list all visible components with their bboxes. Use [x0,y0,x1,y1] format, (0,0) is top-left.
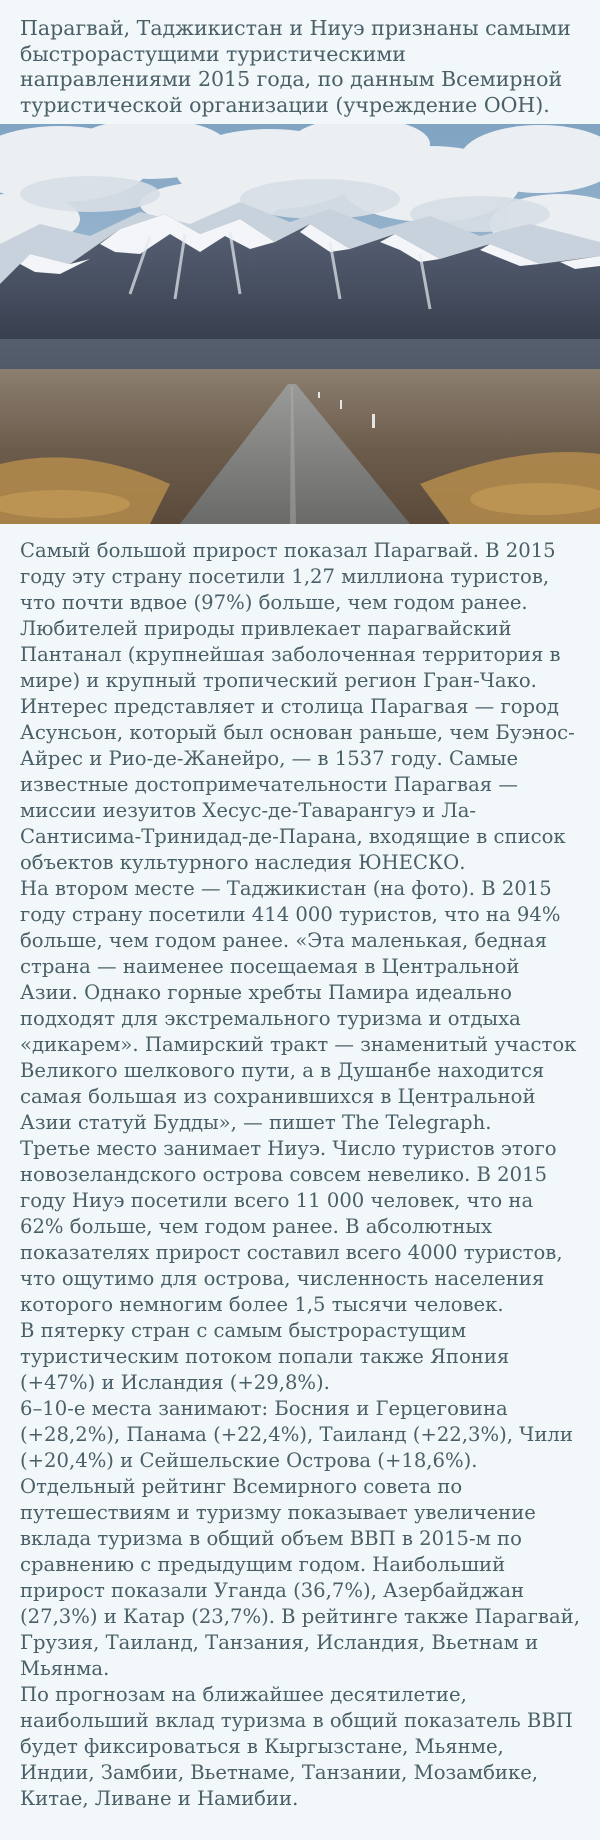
paragraph-gdp-rating: Отдельный рейтинг Всемирного совета по путешествиям и туризму показывает увеличение вклада туризма в общий объем ВВП в 2015-м по сравнению с предыдущим годом. Наибольший прирост показали Уганда (36,7%), Азербайджан (27,3%) и Катар (23,7%). В рейтинге также Парагвай, Грузия, Таиланд, Танзания, Исландия, Вьетнам и Мьянма. [20,1475,580,1680]
paragraph-paraguay: Самый большой прирост показал Парагвай. В 2015 году эту страну посетили 1,27 миллиона туристов, что почти вдвое (97%) больше, чем годом ранее. Любителей природы привлекает парагвайский Пантанал (крупнейшая заболоченная территория в мире) и крупный тропический регион Гран-Чако. Интерес представляет и столица Парагвая — город Асунсьон, который был основан раньше, чем Буэнос-Айрес и Рио-де-Жанейро, — в 1537 году. Самые известные достопримечательности Парагвая — миссии иезуитов Хесус-де-Таварангуэ и Ла-Сантисима-Тринидад-де-Парана, входящие в список объектов культурного наследия ЮНЕСКО. [20,539,575,874]
paragraph-tajikistan: На втором месте — Таджикистан (на фото). В 2015 году страну посетили 414 000 туристов, что на 94% больше, чем годом ранее. «Эта маленькая, бедная страна — наименее посещаемая в Центральной Азии. Однако горные хребты Памира идеально подходят для экстремального туризма и отдыха «дикарем». Памирский тракт — знаменитый участок Великого шелкового пути, а в Душанбе находится самая большая из сохранившихся в Центральной Азии статуй Будды», — пишет The Telegraph. [20,877,577,1134]
paragraph-niue: Третье место занимает Ниуэ. Число туристов этого новозеландского острова совсем невелико. В 2015 году Ниуэ посетили всего 11 000 человек, что на 62% больше, чем годом ранее. В абсолютных показателях прирост составил всего 4000 туристов, что ощутимо для острова, численность населения которого немногим более 1,5 тысячи человек. [20,1137,563,1316]
article-lead: Парагвай, Таджикистан и Ниуэ признаны самыми быстрорастущими туристическими направлениями 2015 года, по данным Всемирной туристической организации (учреждение ООН). [20,16,571,117]
article-body [0,524,600,1812]
paragraph-top-five: В пятерку стран с самым быстрорастущим туристическим потоком попали также Япония (+47%) и Исландия (+29,8%). [20,1319,510,1394]
mountain-road-photo [0,124,600,524]
paragraph-places-6-10: 6–10-е места занимают: Босния и Герцеговина (+28,2%), Панама (+22,4%), Таиланд (+22,3%), Чили (+20,4%) и Сейшельские Острова (+18,6%). [20,1397,573,1472]
paragraph-forecast: По прогнозам на ближайшее десятилетие, наибольший вклад туризма в общий показатель ВВП будет фиксироваться в Кыргызстане, Мьянме, Индии, Замбии, Вьетнаме, Танзании, Мозамбике, Китае, Ливане и Намибии. [20,1683,573,1810]
